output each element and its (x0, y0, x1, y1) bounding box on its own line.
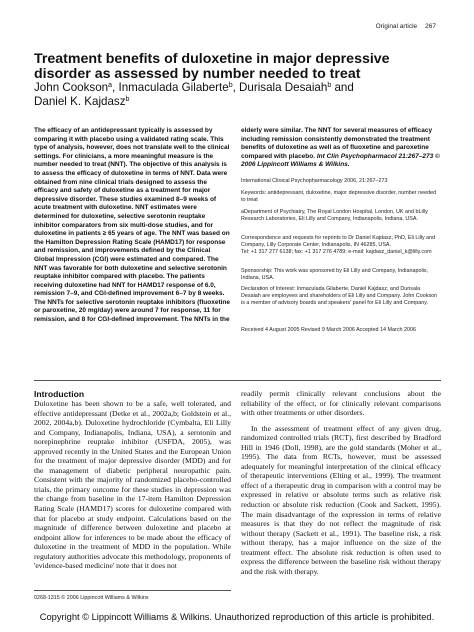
affiliations: aDepartment of Psychiatry, The Royal London Hospital, London, UK and bLilly Research Laboratories, Eli Lilly and Company, Indianapolis, Indiana, USA. (241, 209, 428, 222)
running-header (376, 23, 436, 30)
introduction-paragraph: In the assessment of treatment effect of any given drug, randomized controlled trials (RCT), first described by Bradford Hill in 1946 (Doll, 1998), are the gold standards (Moher et al., 1995). The data from RCTs, however, must be assessed adequately for meaningful interpretation of the clinical efficacy of therapeutic interventions (Elting et al., 1999). The treatment effect of a therapeutic drug in comparison with a control may be expressed in relative or absolute terms such as relative risk reduction or absolute risk reduction (Cook and Sackett, 1995). The main disadvantage of the expression in terms of relative measures is that they do not reflect the magnitude of risk without therapy (Sackett et al., 1991). The baseline risk, a risk without therapy, has a major influence on the size of the treatment effect. The absolute risk reduction is often used to express the difference between the baseline risk without therapy and the risk with therapy. (241, 423, 441, 576)
abstract-text-continued: elderly were similar. The NNT for several measures of efficacy including remission consistently demonstrated the treatment benefits of duloxetine as well as of fluoxetine and paroxetine compared with placebo. (241, 127, 433, 160)
abstract-text: The efficacy of an antidepressant typically is assessed by comparing it with placebo using a validated rating scale. This type of analysis, however, does not translate well to the clinical settings. For clinicians, a more meaningful measure is the number needed to treat (NNT). The objective of this analysis is to assess the efficacy of duloxetine in terms of NNT. Data were obtained from nine clinical trials designed to assess the efficacy and safety of duloxetine as a treatment for major depressive disorder. These studies examined 8–9 weeks of acute treatment with duloxetine. NNT estimates were determined for duloxetine, selective serotonin reuptake inhibitor comparators from six multi-dose studies, and for duloxetine in patients ≥ 65 years of age. The NNT was based on the Hamilton Depression Rating Scale (HAMD17) for response and remission, and improvements defined by the Clinical Global Impression (CGI) were estimated and compared. The NNT was favorable for both duloxetine and selective serotonin reuptake inhibitor compared with placebo. The patients receiving duloxetine had NNT for HAMD17 response of 6.0, remission 7–9, and CGI-defined improvement 6–7 by 8 weeks. The NNTs for selective serotonin reuptake inhibitors (fluoxetine or paroxetine, 20 mg/day) were around 7 for response, 11 for remission, and 8 for CGI-defined improvement. The NNTs in the (34, 127, 230, 324)
footer-divider (34, 590, 231, 591)
author-affiliation-mark: a (108, 82, 113, 89)
author-name: Durisala Desaiah (239, 81, 328, 94)
correspondence-address: Correspondence and requests for reprints to Dr Daniel Kajdasz, PhD, Eli Lilly and Company, Lilly Corporate Center, Indianapolis, IN 46285, USA. (241, 235, 436, 248)
introduction-paragraph: readily permit clinically relevant conclusions about the reliability of the effect, or for clinically relevant comparisons with other treatments or other disorders. (241, 389, 441, 418)
abstract-citation: Int Clin Psychopharmacol 21:267–273 © 2006 Lippincott Williams & Wilkins. (241, 152, 440, 169)
author-name: John Cookson (34, 81, 109, 94)
footer (34, 595, 149, 601)
author-name: Inmaculada Gilaberte (118, 81, 229, 94)
author-affiliation-mark: b (228, 82, 233, 89)
correspondence-contact: Tel: +1 317 277 6138; fax: +1 317 276 4789; e-mail: kajdasz_daniel_k@lilly.com (241, 248, 432, 255)
keywords: Keywords: antidepressant, duloxetine, major depressive disorder, number needed to treat (241, 190, 437, 203)
section-divider (34, 380, 441, 381)
received-dates: Received 4 August 2005 Revised 9 March 2006 Accepted 14 March 2006 (241, 327, 417, 333)
sponsorship: Sponsorship: This work was sponsored by Eli Lilly and Company, Indianapolis, Indiana, USA. (241, 268, 429, 281)
journal-line: International Clinical Psychopharmacology 2006, 21:267–273 (241, 178, 388, 184)
correspondence (241, 235, 441, 255)
declaration-of-interest: Declaration of Interest: Inmaculada Gilaberte, Daniel Kajdasz, and Durisala Desaiah are employees and shareholders of Eli Lilly and Company. John Cookson is a member of advisory boards and speakers' panel for Eli Lilly and Company. (241, 286, 438, 306)
introduction-paragraph: Duloxetine has been shown to be a safe, well tolerated, and effective antidepressant (Detke et al., 2002a,b; Goldstein et al., 2002, 2004a,b). Duloxetine hydrochloride (Cymbalta, Eli Lilly and Company, Indianapolis, Indiana, USA), a serotonin and norepinephrine reuptake inhibitor (USFDA, 2005), was approved recently in the United States and the European Union for the treatment of major depressive disorder (MDD) and for the management of diabetic peripheral neuropathic pain. Consistent with the majority of randomized placebo-controlled trials, the primary outcome for these studies in depression was the change from baseline in the 17-item Hamilton Depression Rating Scale (HAMD17) scores for duloxetine compared with that for placebo at study endpoint. Calculations based on the magnitude of difference between duloxetine and placebo at endpoint allow for inferences to be made about the efficacy of duloxetine in the treatment of MDD in the population. While regulatory authorities advocate this methodology, proponents of 'evidence-based medicine' note that it does not (34, 399, 231, 571)
section-label: Original article (375, 23, 418, 30)
footer-code: 0268-1315 © 2006 Lippincott Williams & Wilkins (34, 595, 149, 601)
author-name: Daniel K. Kajdasz (34, 95, 126, 108)
author-list: John Cookson$^a$, Inmaculada Gilaberte$^b$, Durisala Desaiah$^b$ and Daniel K. Kajdasz$^b$ (34, 81, 354, 108)
author-affiliation-mark: b (125, 96, 130, 103)
page-number: 267 (425, 23, 436, 30)
copyright-notice: Copyright © Lippincott Williams & Wilkins. Unauthorized reproduction of this article is prohibited. (39, 612, 435, 622)
author-affiliation-mark: b (327, 82, 332, 89)
article-title: Treatment benefits of duloxetine in major depressive disorder as assessed by number needed to treat (34, 51, 390, 82)
introduction-right-column (241, 389, 441, 576)
introduction-heading: Introduction (34, 389, 85, 399)
introduction-left-column (34, 399, 231, 571)
abstract-continuation (241, 127, 441, 170)
